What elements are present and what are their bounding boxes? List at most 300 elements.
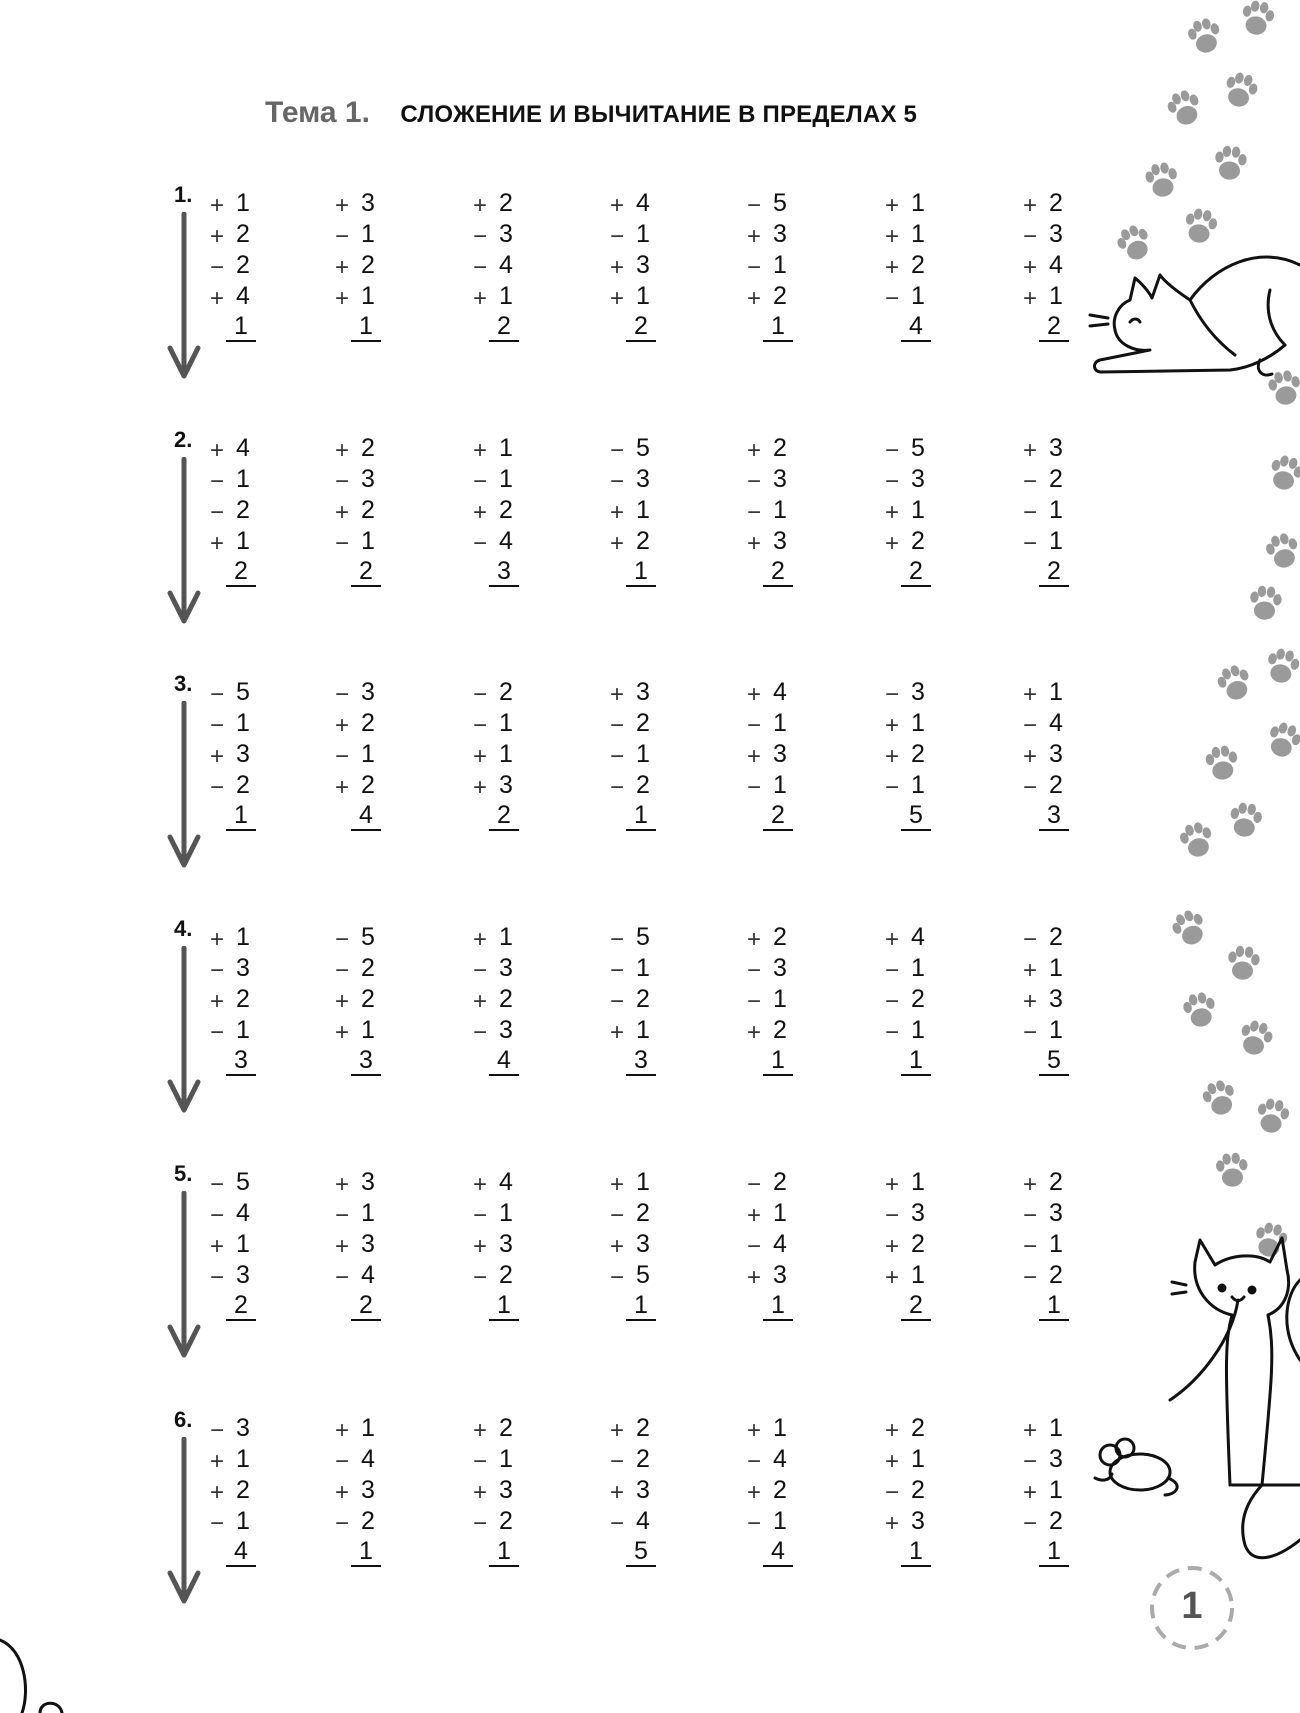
chain-step (885, 770, 945, 801)
operand: 1 (236, 923, 250, 951)
final-operand: 1 (226, 312, 256, 342)
operator-sign: + (885, 743, 900, 770)
operator-sign: + (210, 988, 225, 1015)
operator-sign: + (747, 1202, 762, 1229)
chain-step (1023, 1015, 1083, 1046)
chain-step (210, 922, 270, 953)
operator-sign: − (210, 1019, 225, 1046)
task-block (160, 182, 1100, 418)
chain-step (335, 250, 395, 281)
operator-sign: − (610, 1448, 625, 1475)
operand: 3 (911, 465, 925, 493)
final-operand: 2 (901, 1291, 931, 1321)
operand: 2 (361, 954, 375, 982)
operator-sign: − (885, 1479, 900, 1506)
operation-chain (210, 188, 270, 340)
operator-sign: + (335, 1479, 350, 1506)
operator-sign: + (885, 1171, 900, 1198)
operator-sign: − (335, 681, 350, 708)
final-operand: 2 (489, 801, 519, 831)
chain-step (335, 1167, 395, 1198)
chain-step (1023, 1413, 1083, 1444)
chain-step (473, 984, 533, 1015)
operator-sign: + (473, 192, 488, 219)
operator-sign: − (747, 1510, 762, 1537)
operand: 1 (361, 527, 375, 555)
chain-step (335, 219, 395, 250)
operand: 1 (911, 771, 925, 799)
operand: 3 (499, 1476, 513, 1504)
chain-step (610, 1475, 670, 1506)
chain-step (885, 1167, 945, 1198)
operand: 2 (361, 771, 375, 799)
chain-step (747, 1229, 807, 1260)
operand: 1 (773, 496, 787, 524)
operator-sign: − (210, 468, 225, 495)
operand: 1 (911, 954, 925, 982)
operand: 3 (1049, 1199, 1063, 1227)
chain-step (210, 219, 270, 250)
final-operand: 2 (763, 801, 793, 831)
operand: 2 (636, 709, 650, 737)
operand: 5 (773, 189, 787, 217)
operator-sign: + (210, 926, 225, 953)
chain-step (1023, 1444, 1083, 1475)
chain-step (885, 953, 945, 984)
chain-step (747, 739, 807, 770)
operator-sign: − (335, 1202, 350, 1229)
operand: 1 (361, 740, 375, 768)
operator-sign: + (1023, 192, 1038, 219)
operator-sign: + (747, 437, 762, 464)
operator-sign: + (747, 223, 762, 250)
operator-sign: + (335, 1233, 350, 1260)
final-operand: 2 (351, 557, 381, 587)
chain-step (1023, 1475, 1083, 1506)
operand: 3 (636, 251, 650, 279)
chain-step (335, 677, 395, 708)
operand: 3 (1049, 1445, 1063, 1473)
chain-step (747, 1198, 807, 1229)
operand: 2 (911, 1230, 925, 1258)
operator-sign: + (335, 774, 350, 801)
operation-chain (885, 188, 945, 340)
operation-chain (1023, 677, 1083, 829)
chain-step (473, 708, 533, 739)
chain-step (747, 250, 807, 281)
operator-sign: + (610, 499, 625, 526)
chain-step (210, 953, 270, 984)
operand: 1 (773, 1507, 787, 1535)
chain-step (473, 1229, 533, 1260)
final-operand: 3 (1039, 801, 1069, 831)
operand: 4 (236, 282, 250, 310)
operator-sign: − (473, 1264, 488, 1291)
operand: 5 (911, 434, 925, 462)
chain-step (1023, 433, 1083, 464)
chain-step (210, 526, 270, 557)
chain-step (473, 495, 533, 526)
operand: 3 (636, 1476, 650, 1504)
chain-step (747, 281, 807, 312)
operand: 2 (236, 496, 250, 524)
operand: 3 (236, 954, 250, 982)
chain-step (335, 1413, 395, 1444)
chain-step (1023, 495, 1083, 526)
operation-chain (1023, 433, 1083, 585)
operand: 2 (773, 282, 787, 310)
chain-step (473, 1167, 533, 1198)
task-number: 4. (174, 916, 193, 941)
chain-step (747, 770, 807, 801)
operand: 2 (636, 771, 650, 799)
operand: 2 (1049, 1261, 1063, 1289)
operator-sign: − (210, 712, 225, 739)
operand: 1 (911, 1445, 925, 1473)
operator-sign: − (335, 926, 350, 953)
operand: 2 (361, 496, 375, 524)
task-block (160, 1407, 1100, 1643)
operand: 2 (361, 434, 375, 462)
operand: 2 (499, 1261, 513, 1289)
operation-chain (473, 188, 533, 340)
operand: 2 (499, 1414, 513, 1442)
operand: 3 (499, 1016, 513, 1044)
final-operand: 5 (901, 801, 931, 831)
chain-step (473, 526, 533, 557)
operand: 4 (1049, 251, 1063, 279)
operator-sign: − (747, 712, 762, 739)
operator-sign: + (473, 1233, 488, 1260)
operand: 1 (773, 251, 787, 279)
operand: 1 (636, 954, 650, 982)
operator-sign: − (473, 957, 488, 984)
chain-step (885, 1506, 945, 1537)
operator-sign: + (1023, 957, 1038, 984)
chain-step (747, 677, 807, 708)
operator-sign: + (473, 988, 488, 1015)
operand: 1 (1049, 1414, 1063, 1442)
operand: 1 (773, 709, 787, 737)
operand: 3 (361, 465, 375, 493)
chain-step (610, 219, 670, 250)
chain-step (335, 464, 395, 495)
operator-sign: − (335, 223, 350, 250)
chain-step (885, 281, 945, 312)
operator-sign: − (885, 988, 900, 1015)
final-operand: 1 (626, 557, 656, 587)
operator-sign: − (1023, 1233, 1038, 1260)
final-operand: 1 (351, 312, 381, 342)
chain-step (1023, 984, 1083, 1015)
operation-chain (335, 1167, 395, 1319)
chain-step (610, 922, 670, 953)
operation-chain (747, 1167, 807, 1319)
chain-step (335, 526, 395, 557)
operand: 3 (1049, 985, 1063, 1013)
operand: 2 (499, 1507, 513, 1535)
operand: 2 (773, 1016, 787, 1044)
operator-sign: − (1023, 926, 1038, 953)
chain-step (473, 1198, 533, 1229)
operand: 5 (636, 1261, 650, 1289)
operation-chain (747, 677, 807, 829)
chain-step (610, 953, 670, 984)
operand: 3 (773, 740, 787, 768)
operand: 1 (773, 1199, 787, 1227)
operator-sign: − (1023, 1510, 1038, 1537)
operand: 1 (636, 1168, 650, 1196)
operator-sign: + (210, 285, 225, 312)
chain-step (1023, 922, 1083, 953)
final-operand: 1 (351, 1537, 381, 1567)
chain-step (1023, 526, 1083, 557)
operand: 3 (236, 1261, 250, 1289)
operator-sign: + (210, 530, 225, 557)
operator-sign: − (1023, 1202, 1038, 1229)
operator-sign: + (885, 254, 900, 281)
chain-step (473, 433, 533, 464)
operand: 1 (773, 985, 787, 1013)
operand: 3 (499, 954, 513, 982)
operator-sign: − (885, 468, 900, 495)
operator-sign: − (1023, 223, 1038, 250)
operator-sign: + (885, 192, 900, 219)
chain-step (335, 1506, 395, 1537)
operand: 1 (499, 282, 513, 310)
operator-sign: + (335, 1019, 350, 1046)
chain-step (335, 1475, 395, 1506)
operand: 1 (1049, 496, 1063, 524)
chain-step (473, 464, 533, 495)
operator-sign: + (747, 743, 762, 770)
operator-sign: − (747, 774, 762, 801)
operator-sign: − (610, 774, 625, 801)
operand: 2 (499, 496, 513, 524)
chain-step (1023, 1167, 1083, 1198)
operand: 3 (911, 1199, 925, 1227)
operator-sign: − (610, 437, 625, 464)
chain-step (885, 1260, 945, 1291)
operand: 3 (361, 678, 375, 706)
operand: 4 (773, 1230, 787, 1258)
operand: 3 (773, 220, 787, 248)
operator-sign: + (1023, 1479, 1038, 1506)
chain-step (885, 1444, 945, 1475)
chain-step (210, 1015, 270, 1046)
chain-step (210, 1167, 270, 1198)
chain-step (210, 677, 270, 708)
task-block (160, 916, 1100, 1152)
operator-sign: − (885, 1019, 900, 1046)
operator-sign: − (885, 285, 900, 312)
operator-sign: − (610, 926, 625, 953)
chain-step (610, 1506, 670, 1537)
final-operand: 4 (489, 1046, 519, 1076)
chain-step (610, 464, 670, 495)
operation-chain (210, 922, 270, 1074)
chain-step (335, 739, 395, 770)
task-number: 3. (174, 671, 193, 696)
final-operand: 3 (226, 1046, 256, 1076)
operator-sign: + (473, 743, 488, 770)
operand: 2 (1049, 189, 1063, 217)
operator-sign: + (747, 285, 762, 312)
operand: 1 (236, 1016, 250, 1044)
final-operand: 2 (1039, 312, 1069, 342)
operator-sign: + (885, 530, 900, 557)
chain-step (473, 1444, 533, 1475)
final-operand: 5 (626, 1537, 656, 1567)
operator-sign: + (335, 437, 350, 464)
operator-sign: + (1023, 988, 1038, 1015)
operator-sign: − (747, 254, 762, 281)
operator-sign: − (210, 1264, 225, 1291)
operation-chain (1023, 188, 1083, 340)
operator-sign: + (473, 1479, 488, 1506)
cat-sitting-icon (1170, 1238, 1300, 1558)
operand: 2 (1049, 1507, 1063, 1535)
final-operand: 1 (489, 1537, 519, 1567)
operand: 4 (636, 1507, 650, 1535)
chain-step (473, 953, 533, 984)
final-operand: 2 (763, 557, 793, 587)
task-block (160, 427, 1100, 663)
operand: 1 (911, 496, 925, 524)
chain-step (747, 984, 807, 1015)
operator-sign: − (610, 1510, 625, 1537)
chain-step (610, 677, 670, 708)
operator-sign: − (885, 957, 900, 984)
operand: 5 (636, 923, 650, 951)
operator-sign: + (747, 530, 762, 557)
operation-chain (335, 922, 395, 1074)
operator-sign: − (473, 681, 488, 708)
operand: 3 (773, 954, 787, 982)
operand: 1 (636, 1016, 650, 1044)
operand: 2 (1049, 1168, 1063, 1196)
operator-sign: − (335, 468, 350, 495)
chain-step (610, 526, 670, 557)
chain-step (210, 1260, 270, 1291)
chain-step (610, 1260, 670, 1291)
operand: 1 (236, 1507, 250, 1535)
chain-step (885, 1198, 945, 1229)
operand: 1 (499, 434, 513, 462)
operand: 1 (1049, 527, 1063, 555)
operator-sign: + (885, 1448, 900, 1475)
chain-step (610, 1413, 670, 1444)
final-operand: 1 (763, 1291, 793, 1321)
chain-step (1023, 708, 1083, 739)
chain-step (210, 1506, 270, 1537)
operator-sign: − (1023, 499, 1038, 526)
chain-step (1023, 219, 1083, 250)
operand: 4 (499, 527, 513, 555)
operator-sign: + (210, 1479, 225, 1506)
operator-sign: − (1023, 712, 1038, 739)
chain-step (885, 433, 945, 464)
operator-sign: + (1023, 285, 1038, 312)
topic-title: СЛОЖЕНИЕ И ВЫЧИТАНИЕ В ПРЕДЕЛАХ 5 (400, 101, 918, 128)
chain-step (747, 1506, 807, 1537)
chain-step (335, 281, 395, 312)
operand: 1 (911, 1016, 925, 1044)
operand: 1 (499, 709, 513, 737)
chain-step (885, 739, 945, 770)
chain-step (473, 281, 533, 312)
chain-step (747, 1475, 807, 1506)
operator-sign: + (610, 285, 625, 312)
final-operand: 1 (626, 801, 656, 831)
operand: 4 (236, 434, 250, 462)
operand: 2 (236, 985, 250, 1013)
operand: 1 (636, 496, 650, 524)
operand: 1 (636, 740, 650, 768)
operator-sign: − (335, 1448, 350, 1475)
operator-sign: − (610, 1264, 625, 1291)
operand: 3 (773, 527, 787, 555)
operand: 5 (636, 434, 650, 462)
final-operand: 1 (901, 1046, 931, 1076)
operand: 2 (1049, 923, 1063, 951)
operation-chain (885, 433, 945, 585)
operator-sign: − (473, 1510, 488, 1537)
operator-sign: + (1023, 1171, 1038, 1198)
operator-sign: − (473, 1202, 488, 1229)
final-operand: 3 (489, 557, 519, 587)
operator-sign: + (1023, 254, 1038, 281)
chain-step (885, 1475, 945, 1506)
chain-step (885, 526, 945, 557)
operator-sign: − (747, 957, 762, 984)
chain-step (1023, 953, 1083, 984)
operand: 3 (1049, 434, 1063, 462)
chain-step (747, 464, 807, 495)
operand: 2 (773, 1476, 787, 1504)
arrow-down-icon (166, 1437, 202, 1607)
chain-step (610, 770, 670, 801)
operator-sign: − (210, 957, 225, 984)
chain-step (210, 464, 270, 495)
operand: 1 (1049, 1476, 1063, 1504)
operand: 3 (773, 465, 787, 493)
chain-step (335, 495, 395, 526)
operand: 1 (499, 465, 513, 493)
chain-step (747, 219, 807, 250)
chain-step (473, 1015, 533, 1046)
operand: 3 (1049, 740, 1063, 768)
operator-sign: − (885, 774, 900, 801)
operator-sign: − (335, 1510, 350, 1537)
task-block (160, 671, 1100, 907)
operator-sign: − (1023, 1019, 1038, 1046)
operator-sign: + (885, 1510, 900, 1537)
operator-sign: + (610, 192, 625, 219)
operator-sign: + (210, 192, 225, 219)
chain-step (885, 250, 945, 281)
operator-sign: + (1023, 743, 1038, 770)
operation-chain (610, 433, 670, 585)
chain-step (1023, 739, 1083, 770)
operand: 1 (236, 1445, 250, 1473)
operand: 3 (499, 771, 513, 799)
operation-chain (747, 1413, 807, 1565)
operand: 1 (911, 189, 925, 217)
operator-sign: + (335, 1171, 350, 1198)
operation-chain (335, 1413, 395, 1565)
operand: 1 (911, 1261, 925, 1289)
